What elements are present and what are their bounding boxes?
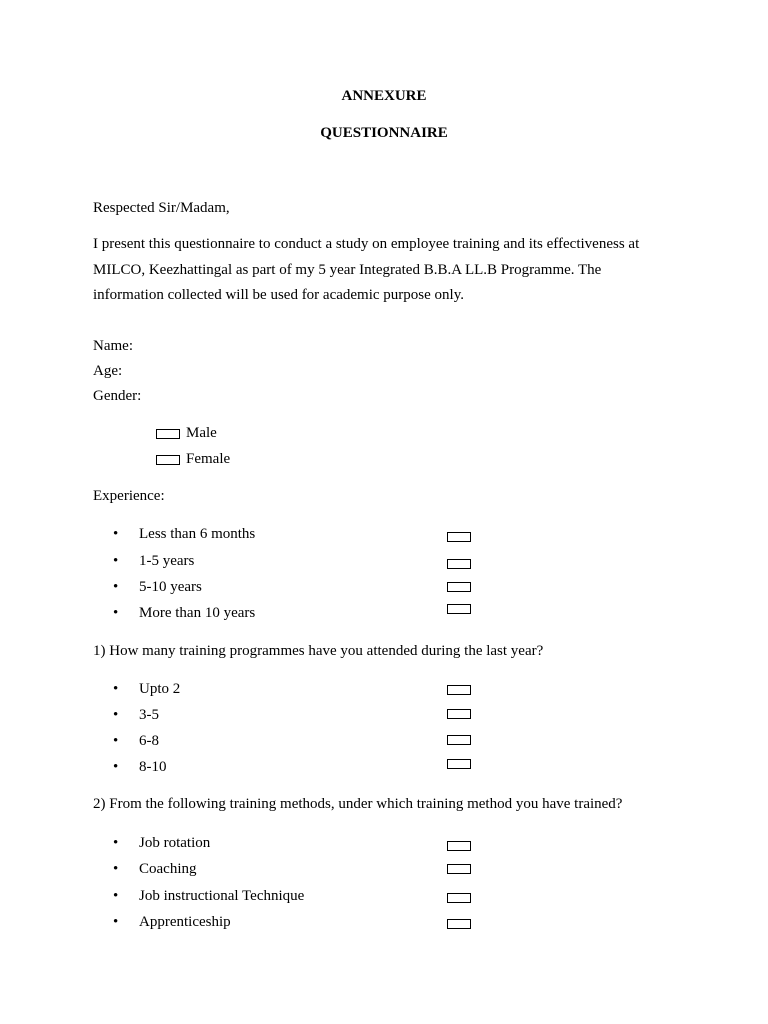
experience-option-checkbox[interactable] xyxy=(447,604,471,614)
gender-female-checkbox[interactable] xyxy=(156,455,180,465)
q1-option-checkbox[interactable] xyxy=(447,685,471,695)
bullet: • xyxy=(113,759,119,775)
q2-option-label: Job rotation xyxy=(139,835,211,851)
bullet: • xyxy=(113,526,119,542)
experience-option-label: 5-10 years xyxy=(139,579,202,595)
bullet: • xyxy=(113,861,119,877)
q2-option-label: Coaching xyxy=(139,861,197,877)
bullet: • xyxy=(113,888,119,904)
question-2: 2) From the following training methods, under which training method you have trained? xyxy=(93,796,623,812)
intro-paragraph: I present this questionnaire to conduct a study on employee training and its effectiveness at MILCO, Keezhattingal as part of my 5 year Integrated B.B.A LL.B Programme. The information collected will be used for academic purpose only. xyxy=(93,236,640,303)
bullet: • xyxy=(113,553,119,569)
bullet: • xyxy=(113,835,119,851)
age-label: Age: xyxy=(93,363,123,379)
questionnaire-heading: QUESTIONNAIRE xyxy=(320,125,448,141)
q1-option-checkbox[interactable] xyxy=(447,735,471,745)
experience-option-checkbox[interactable] xyxy=(447,582,471,592)
bullet: • xyxy=(113,733,119,749)
experience-option-checkbox[interactable] xyxy=(447,559,471,569)
experience-label: Experience: xyxy=(93,488,165,504)
q2-option-checkbox[interactable] xyxy=(447,919,471,929)
experience-option-label: Less than 6 months xyxy=(139,526,256,542)
experience-option-checkbox[interactable] xyxy=(447,532,471,542)
q1-option-checkbox[interactable] xyxy=(447,709,471,719)
q2-option-checkbox[interactable] xyxy=(447,864,471,874)
bullet: • xyxy=(113,681,119,697)
bullet: • xyxy=(113,707,119,723)
q1-option-label: Upto 2 xyxy=(139,681,181,697)
bullet: • xyxy=(113,605,119,621)
q2-option-checkbox[interactable] xyxy=(447,841,471,851)
bullet: • xyxy=(113,914,119,930)
experience-option-label: 1-5 years xyxy=(139,553,195,569)
q1-option-checkbox[interactable] xyxy=(447,759,471,769)
q2-option-label: Apprenticeship xyxy=(139,914,231,930)
question-1: 1) How many training programmes have you attended during the last year? xyxy=(93,643,544,659)
annexure-heading: ANNEXURE xyxy=(341,88,427,104)
q2-option-label: Job instructional Technique xyxy=(139,888,305,904)
gender-female-label: Female xyxy=(186,451,231,467)
salutation: Respected Sir/Madam, xyxy=(93,200,230,216)
q2-option-checkbox[interactable] xyxy=(447,893,471,903)
q1-option-label: 8-10 xyxy=(139,759,167,775)
gender-label: Gender: xyxy=(93,388,142,404)
name-label: Name: xyxy=(93,338,133,354)
q1-option-label: 3-5 xyxy=(139,707,159,723)
experience-option-label: More than 10 years xyxy=(139,605,256,621)
gender-male-checkbox[interactable] xyxy=(156,429,180,439)
bullet: • xyxy=(113,579,119,595)
q1-option-label: 6-8 xyxy=(139,733,159,749)
gender-male-label: Male xyxy=(186,425,217,441)
